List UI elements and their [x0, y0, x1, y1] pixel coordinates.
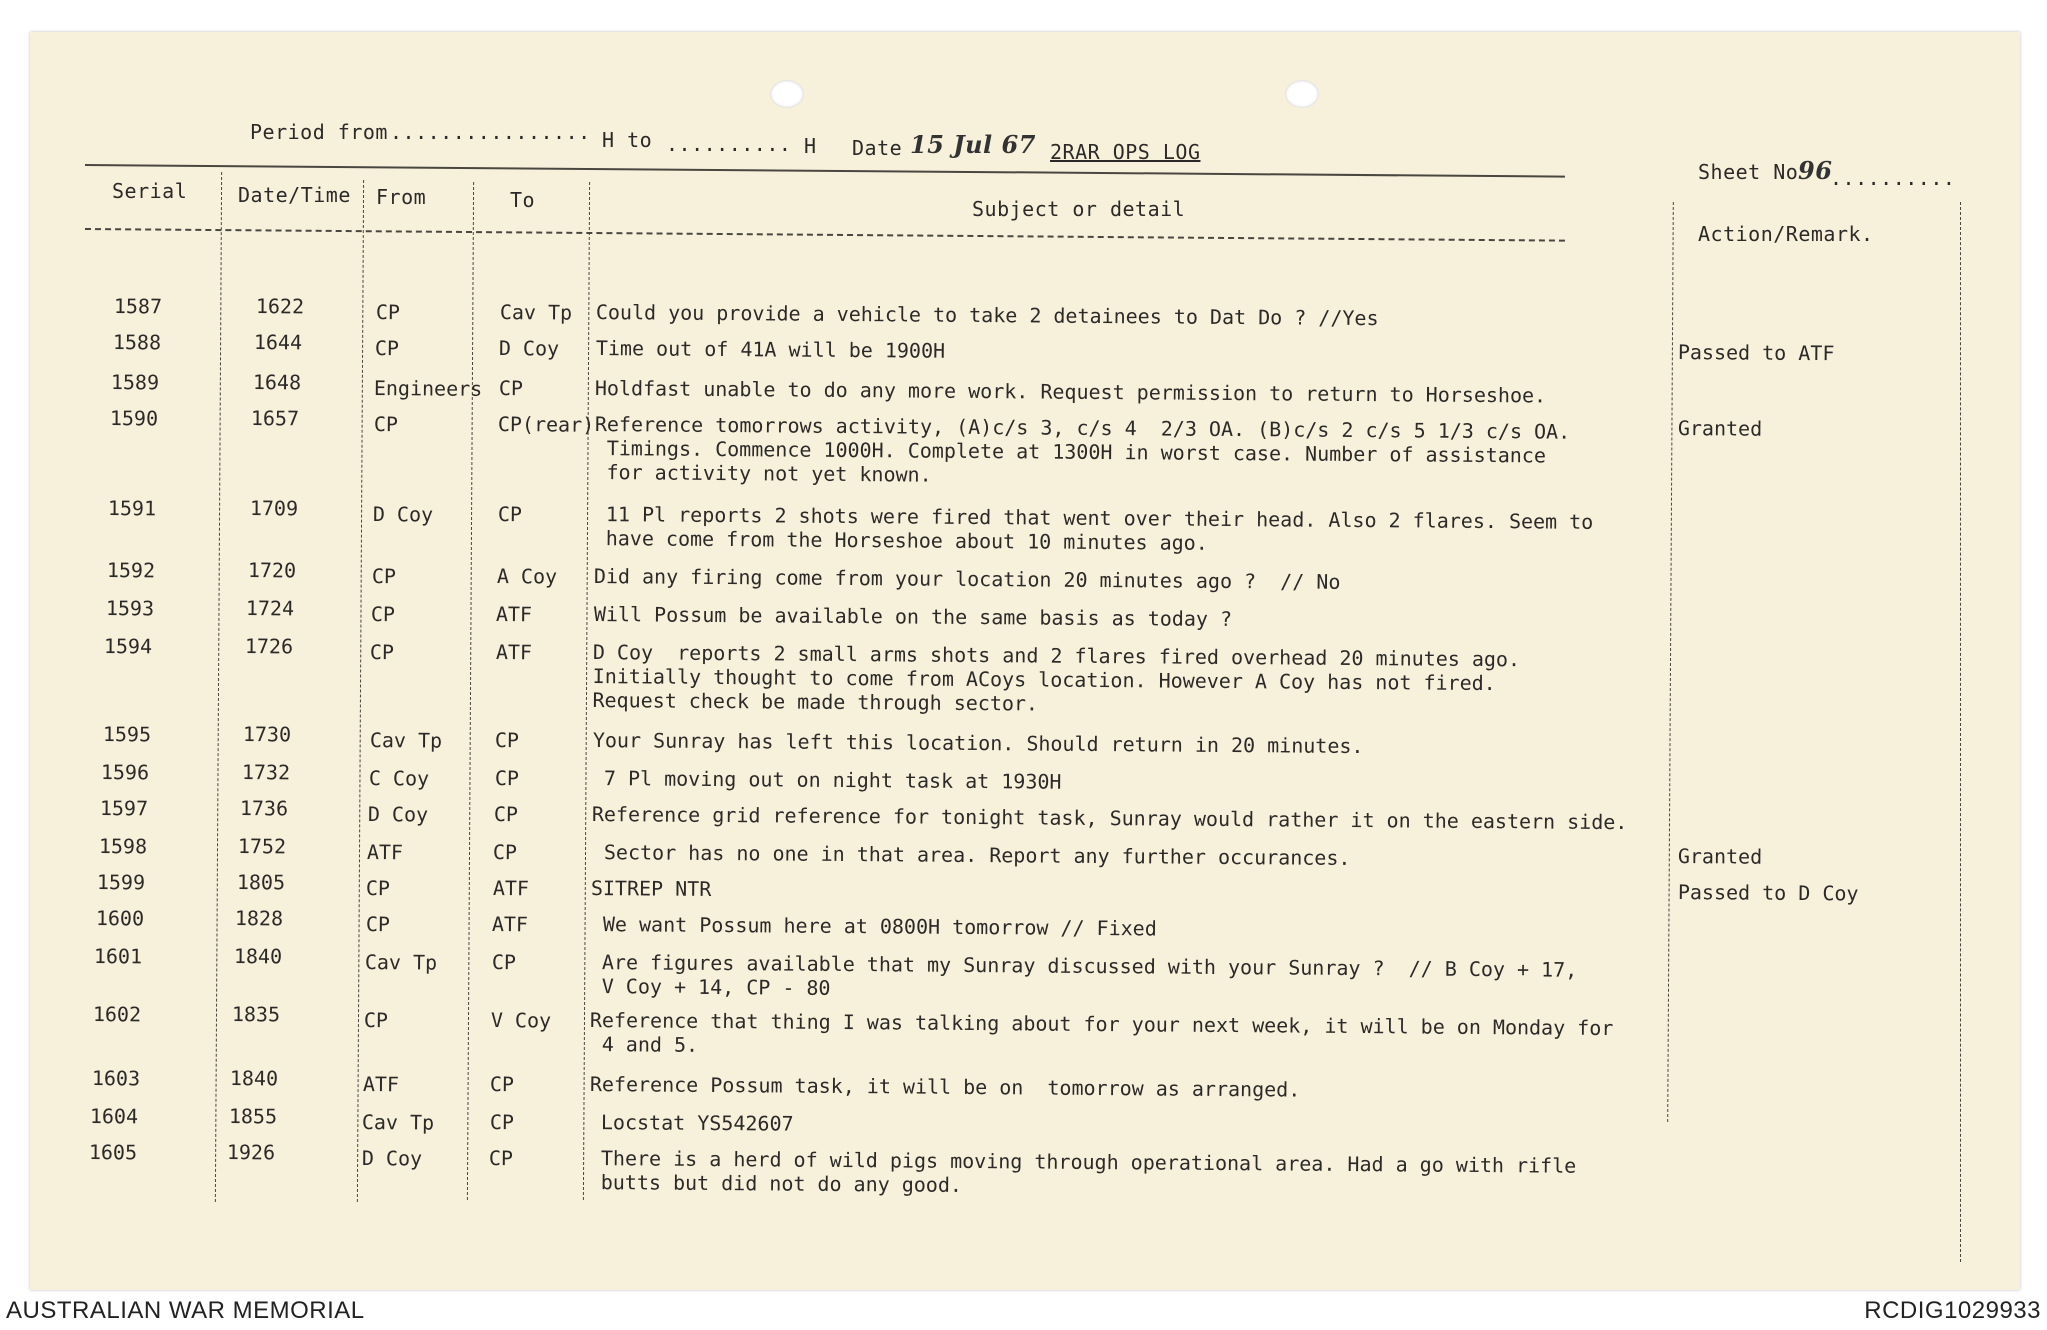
col-rule-1	[215, 172, 222, 1202]
row-serial: 1605	[88, 1140, 138, 1165]
row-subject: Reference grid reference for tonight task, Sunray would rather it on the eastern side.	[591, 802, 1628, 835]
row-to: ATF	[495, 602, 533, 627]
row-serial: 1591	[107, 496, 157, 521]
row-to: CP	[498, 376, 524, 401]
row-time: 1648	[252, 370, 302, 395]
row-to: ATF	[492, 876, 530, 901]
sheet-number: 96	[1798, 156, 1833, 185]
col-rule-5	[1667, 202, 1674, 1122]
col-rule-6	[1960, 202, 1961, 1262]
row-to: ATF	[495, 640, 533, 665]
period-from-dots: ................	[390, 120, 591, 144]
row-serial: 1596	[100, 760, 150, 785]
row-serial: 1602	[92, 1002, 142, 1027]
row-remark: Passed to D Coy	[1677, 880, 1859, 906]
row-time: 1840	[233, 944, 283, 969]
row-from: CP	[365, 912, 391, 937]
header-rule-bottom	[85, 228, 1565, 242]
row-time: 1805	[236, 870, 286, 895]
row-serial: 1589	[110, 370, 160, 395]
row-from: CP	[374, 336, 400, 361]
row-from: ATF	[362, 1072, 400, 1097]
row-subject: Time out of 41A will be 1900H	[595, 336, 946, 363]
row-subject: D Coy reports 2 small arms shots and 2 flares fired overhead 20 minutes ago. Initially thought to come from ACoys location. However A Coy has not fired. Request check be made through sector.	[592, 640, 1521, 716]
row-subject: There is a herd of wild pigs moving through operational area. Had a go with rifle butts but did not do any good.	[588, 1146, 1577, 1197]
col-date-time: Date/Time	[238, 183, 351, 207]
row-time: 1855	[228, 1104, 278, 1129]
row-to: CP	[489, 1072, 515, 1097]
col-action: Action/Remark.	[1698, 222, 1874, 246]
row-to: Cav Tp	[499, 300, 573, 325]
row-from: CP	[370, 602, 396, 627]
row-time: 1724	[245, 596, 295, 621]
row-from: ATF	[366, 840, 404, 865]
row-time: 1657	[250, 406, 300, 431]
h-to-dots: ..........	[666, 132, 792, 156]
row-time: 1709	[249, 496, 299, 521]
row-from: CP	[365, 876, 391, 901]
h-to-label: H to	[602, 128, 653, 152]
row-subject: We want Possum here at 0800H tomorrow // Fixed	[590, 912, 1157, 941]
col-rule-3	[467, 182, 474, 1200]
row-from: C Coy	[368, 766, 430, 791]
log-title: 2RAR OPS LOG	[1050, 140, 1201, 164]
punch-hole-right	[1285, 80, 1319, 108]
punch-hole-left	[770, 80, 804, 108]
row-time: 1732	[241, 760, 291, 785]
row-to: CP	[492, 840, 518, 865]
col-from: From	[376, 185, 427, 209]
sheet-dots: ..........	[1830, 166, 1956, 190]
row-serial: 1595	[102, 722, 152, 747]
row-subject: 11 Pl reports 2 shots were fired that went over their head. Also 2 flares. Seem to have come from the Horseshoe about 10 minutes ago.	[593, 502, 1594, 555]
row-subject: Reference that thing I was talking about for your next week, it will be on Monday for 4 and 5.	[589, 1008, 1614, 1057]
row-time: 1752	[237, 834, 287, 859]
row-subject: Will Possum be available on the same basis as today ?	[593, 602, 1233, 632]
row-from: CP	[371, 564, 397, 589]
row-remark: Granted	[1677, 844, 1763, 869]
row-time: 1720	[247, 558, 297, 583]
row-to: CP	[497, 502, 523, 527]
row-to: CP(rear)	[497, 412, 595, 437]
row-subject: Could you provide a vehicle to take 2 detainees to Dat Do ? //Yes	[595, 300, 1379, 331]
col-serial: Serial	[112, 179, 188, 203]
row-from: D Coy	[372, 502, 434, 527]
row-from: CP	[373, 412, 399, 437]
row-time: 1926	[226, 1140, 276, 1165]
row-subject: Are figures available that my Sunray discussed with your Sunray ? // B Coy + 17, V Coy + 14, CP - 80	[589, 950, 1578, 1000]
row-time: 1840	[229, 1066, 279, 1091]
row-to: CP	[494, 766, 520, 791]
footer-right: RCDIG1029933	[1864, 1297, 2041, 1324]
row-to: CP	[494, 728, 520, 753]
row-serial: 1604	[89, 1104, 139, 1129]
sheet-label: Sheet No	[1698, 160, 1799, 184]
row-serial: 1590	[109, 406, 159, 431]
row-serial: 1588	[112, 330, 162, 355]
row-serial: 1600	[95, 906, 145, 931]
col-to: To	[510, 188, 536, 212]
row-serial: 1601	[93, 944, 143, 969]
col-rule-2	[357, 180, 364, 1202]
row-time: 1730	[242, 722, 292, 747]
h-end: H	[804, 134, 817, 158]
row-subject: Did any firing come from your location 20 minutes ago ? // No	[593, 564, 1341, 594]
row-to: D Coy	[498, 336, 560, 361]
row-serial: 1603	[91, 1066, 141, 1091]
header-rule-top	[85, 164, 1565, 178]
row-from: D Coy	[367, 802, 429, 827]
row-from: Cav Tp	[364, 950, 438, 975]
row-serial: 1598	[98, 834, 148, 859]
col-subject: Subject or detail	[972, 197, 1186, 221]
row-remark: Granted	[1677, 416, 1763, 441]
date-label: Date	[852, 136, 903, 160]
log-sheet	[30, 32, 2020, 1290]
row-subject: Reference tomorrows activity, (A)c/s 3, c/s 4 2/3 OA. (B)c/s 2 c/s 5 1/3 c/s OA. Timings. Commence 1000H. Complete at 1300H in worst case. Number of assistance for activity not yet known.	[594, 412, 1571, 487]
row-subject: Your Sunray has left this location. Should return in 20 minutes.	[592, 728, 1364, 759]
row-time: 1736	[239, 796, 289, 821]
row-subject: 7 Pl moving out on night task at 1930H	[591, 766, 1062, 794]
row-serial: 1587	[113, 294, 163, 319]
row-subject: SITREP NTR	[590, 876, 712, 901]
row-to: CP	[493, 802, 519, 827]
row-from: Cav Tp	[369, 728, 443, 753]
row-from: CP	[375, 300, 401, 325]
row-remark: Passed to ATF	[1677, 340, 1835, 366]
row-time: 1644	[253, 330, 303, 355]
footer-left: AUSTRALIAN WAR MEMORIAL	[6, 1297, 365, 1324]
row-from: Cav Tp	[361, 1110, 435, 1135]
row-to: A Coy	[496, 564, 558, 589]
row-serial: 1594	[103, 634, 153, 659]
row-serial: 1593	[105, 596, 155, 621]
row-serial: 1597	[99, 796, 149, 821]
row-from: Engineers	[373, 376, 483, 401]
row-to: ATF	[491, 912, 529, 937]
row-time: 1622	[255, 294, 305, 319]
row-subject: Reference Possum task, it will be on tomorrow as arranged.	[589, 1072, 1301, 1102]
row-subject: Locstat YS542607	[588, 1110, 794, 1136]
row-to: CP	[491, 950, 517, 975]
row-from: CP	[369, 640, 395, 665]
row-time: 1828	[234, 906, 284, 931]
row-time: 1726	[244, 634, 294, 659]
row-from: CP	[363, 1008, 389, 1033]
row-subject: Sector has no one in that area. Report any further occurances.	[591, 840, 1351, 870]
row-from: D Coy	[361, 1146, 423, 1171]
date-value: 15 Jul 67	[910, 130, 1036, 159]
row-serial: 1599	[96, 870, 146, 895]
row-serial: 1592	[106, 558, 156, 583]
row-to: V Coy	[490, 1008, 552, 1033]
row-to: CP	[489, 1110, 515, 1135]
row-to: CP	[488, 1146, 514, 1171]
row-subject: Holdfast unable to do any more work. Request permission to return to Horseshoe.	[594, 376, 1547, 408]
period-label: Period from	[250, 120, 388, 144]
row-time: 1835	[231, 1002, 281, 1027]
